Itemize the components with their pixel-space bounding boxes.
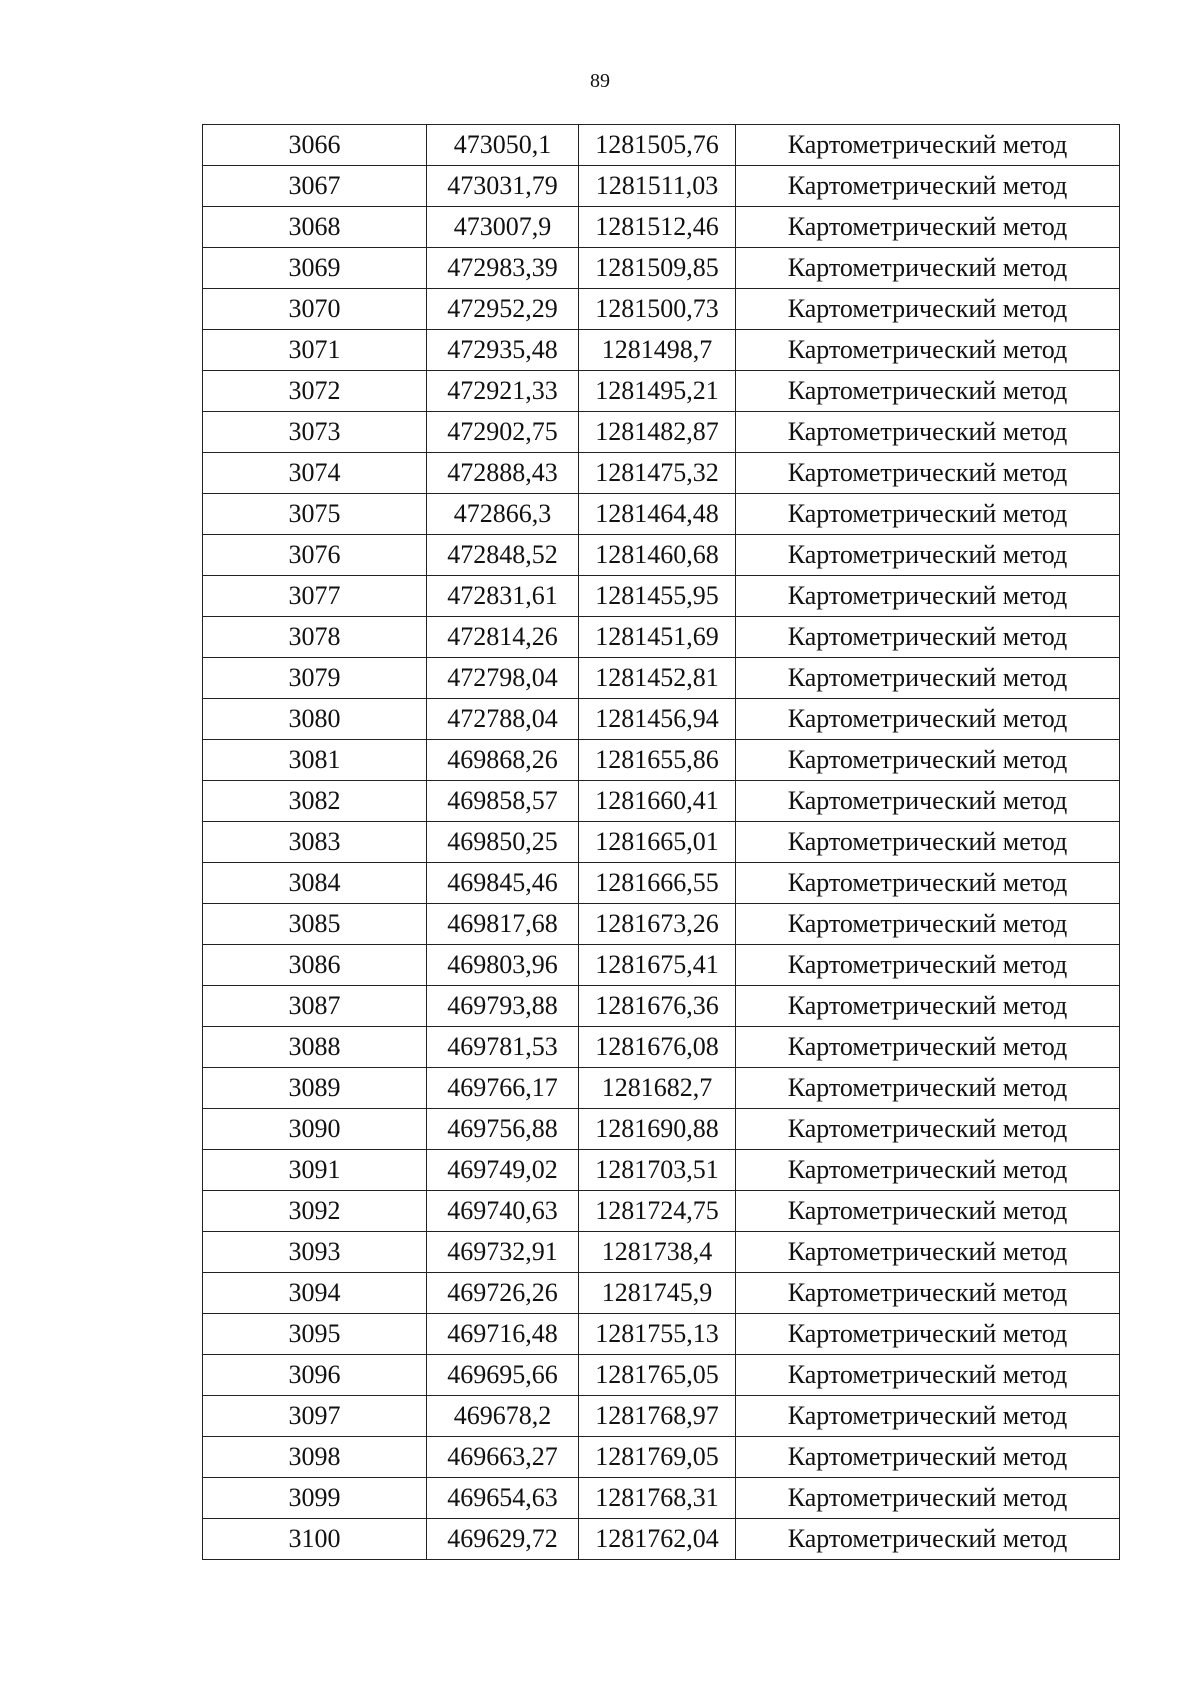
method-cell: Картометрический метод (736, 412, 1120, 453)
y-coordinate-cell: 1281738,4 (579, 1232, 736, 1273)
x-coordinate-cell: 472888,43 (427, 453, 579, 494)
method-cell: Картометрический метод (736, 945, 1120, 986)
x-coordinate-cell: 472831,61 (427, 576, 579, 617)
x-coordinate-cell: 472848,52 (427, 535, 579, 576)
x-coordinate-cell: 469803,96 (427, 945, 579, 986)
table-row (203, 1232, 1120, 1273)
y-coordinate-cell: 1281666,55 (579, 863, 736, 904)
y-coordinate-cell: 1281509,85 (579, 248, 736, 289)
method-cell: Картометрический метод (736, 1068, 1120, 1109)
point-number-cell: 3086 (203, 945, 427, 986)
method-cell: Картометрический метод (736, 166, 1120, 207)
x-coordinate-cell: 472788,04 (427, 699, 579, 740)
point-number-cell: 3080 (203, 699, 427, 740)
table-row (203, 1478, 1120, 1519)
y-coordinate-cell: 1281460,68 (579, 535, 736, 576)
table-row (203, 1027, 1120, 1068)
point-number-cell: 3066 (203, 125, 427, 166)
table-row (203, 1437, 1120, 1478)
method-cell: Картометрический метод (736, 453, 1120, 494)
point-number-cell: 3088 (203, 1027, 427, 1068)
point-number-cell: 3076 (203, 535, 427, 576)
table-row (203, 1355, 1120, 1396)
y-coordinate-cell: 1281745,9 (579, 1273, 736, 1314)
method-cell: Картометрический метод (736, 1273, 1120, 1314)
table-row (203, 1068, 1120, 1109)
table-row (203, 453, 1120, 494)
x-coordinate-cell: 472814,26 (427, 617, 579, 658)
method-cell: Картометрический метод (736, 1478, 1120, 1519)
method-cell: Картометрический метод (736, 822, 1120, 863)
point-number-cell: 3078 (203, 617, 427, 658)
x-coordinate-cell: 469850,25 (427, 822, 579, 863)
point-number-cell: 3083 (203, 822, 427, 863)
table-row (203, 986, 1120, 1027)
x-coordinate-cell: 469726,26 (427, 1273, 579, 1314)
x-coordinate-cell: 472866,3 (427, 494, 579, 535)
method-cell: Картометрический метод (736, 1314, 1120, 1355)
point-number-cell: 3099 (203, 1478, 427, 1519)
x-coordinate-cell: 469766,17 (427, 1068, 579, 1109)
x-coordinate-cell: 469749,02 (427, 1150, 579, 1191)
y-coordinate-cell: 1281724,75 (579, 1191, 736, 1232)
table-row (203, 699, 1120, 740)
y-coordinate-cell: 1281762,04 (579, 1519, 736, 1560)
method-cell: Картометрический метод (736, 576, 1120, 617)
y-coordinate-cell: 1281505,76 (579, 125, 736, 166)
x-coordinate-cell: 473031,79 (427, 166, 579, 207)
method-cell: Картометрический метод (736, 1150, 1120, 1191)
method-cell: Картометрический метод (736, 289, 1120, 330)
y-coordinate-cell: 1281660,41 (579, 781, 736, 822)
point-number-cell: 3068 (203, 207, 427, 248)
point-number-cell: 3079 (203, 658, 427, 699)
coordinates-table (202, 124, 1120, 1560)
y-coordinate-cell: 1281703,51 (579, 1150, 736, 1191)
method-cell: Картометрический метод (736, 1191, 1120, 1232)
y-coordinate-cell: 1281682,7 (579, 1068, 736, 1109)
y-coordinate-cell: 1281769,05 (579, 1437, 736, 1478)
table-row (203, 945, 1120, 986)
x-coordinate-cell: 469716,48 (427, 1314, 579, 1355)
method-cell: Картометрический метод (736, 125, 1120, 166)
y-coordinate-cell: 1281456,94 (579, 699, 736, 740)
x-coordinate-cell: 469868,26 (427, 740, 579, 781)
point-number-cell: 3094 (203, 1273, 427, 1314)
x-coordinate-cell: 473050,1 (427, 125, 579, 166)
y-coordinate-cell: 1281495,21 (579, 371, 736, 412)
y-coordinate-cell: 1281768,31 (579, 1478, 736, 1519)
x-coordinate-cell: 469629,72 (427, 1519, 579, 1560)
y-coordinate-cell: 1281690,88 (579, 1109, 736, 1150)
y-coordinate-cell: 1281512,46 (579, 207, 736, 248)
table-row (203, 576, 1120, 617)
table-row (203, 494, 1120, 535)
method-cell: Картометрический метод (736, 494, 1120, 535)
table-row (203, 125, 1120, 166)
x-coordinate-cell: 469781,53 (427, 1027, 579, 1068)
y-coordinate-cell: 1281464,48 (579, 494, 736, 535)
method-cell: Картометрический метод (736, 535, 1120, 576)
point-number-cell: 3077 (203, 576, 427, 617)
y-coordinate-cell: 1281511,03 (579, 166, 736, 207)
table-row (203, 658, 1120, 699)
x-coordinate-cell: 469740,63 (427, 1191, 579, 1232)
point-number-cell: 3097 (203, 1396, 427, 1437)
table-row (203, 904, 1120, 945)
table-row (203, 822, 1120, 863)
y-coordinate-cell: 1281500,73 (579, 289, 736, 330)
point-number-cell: 3070 (203, 289, 427, 330)
point-number-cell: 3093 (203, 1232, 427, 1273)
x-coordinate-cell: 469845,46 (427, 863, 579, 904)
method-cell: Картометрический метод (736, 863, 1120, 904)
method-cell: Картометрический метод (736, 781, 1120, 822)
method-cell: Картометрический метод (736, 330, 1120, 371)
point-number-cell: 3089 (203, 1068, 427, 1109)
table-row (203, 535, 1120, 576)
y-coordinate-cell: 1281675,41 (579, 945, 736, 986)
point-number-cell: 3081 (203, 740, 427, 781)
point-number-cell: 3085 (203, 904, 427, 945)
coordinates-table-body (203, 125, 1120, 1560)
y-coordinate-cell: 1281676,36 (579, 986, 736, 1027)
point-number-cell: 3082 (203, 781, 427, 822)
x-coordinate-cell: 469695,66 (427, 1355, 579, 1396)
point-number-cell: 3084 (203, 863, 427, 904)
y-coordinate-cell: 1281676,08 (579, 1027, 736, 1068)
point-number-cell: 3100 (203, 1519, 427, 1560)
x-coordinate-cell: 469678,2 (427, 1396, 579, 1437)
point-number-cell: 3069 (203, 248, 427, 289)
method-cell: Картометрический метод (736, 371, 1120, 412)
method-cell: Картометрический метод (736, 740, 1120, 781)
method-cell: Картометрический метод (736, 1355, 1120, 1396)
y-coordinate-cell: 1281475,32 (579, 453, 736, 494)
y-coordinate-cell: 1281755,13 (579, 1314, 736, 1355)
table-row (203, 1519, 1120, 1560)
x-coordinate-cell: 472798,04 (427, 658, 579, 699)
y-coordinate-cell: 1281451,69 (579, 617, 736, 658)
point-number-cell: 3075 (203, 494, 427, 535)
method-cell: Картометрический метод (736, 248, 1120, 289)
x-coordinate-cell: 472952,29 (427, 289, 579, 330)
page-number: 89 (590, 70, 610, 92)
y-coordinate-cell: 1281665,01 (579, 822, 736, 863)
point-number-cell: 3090 (203, 1109, 427, 1150)
point-number-cell: 3073 (203, 412, 427, 453)
table-row (203, 412, 1120, 453)
x-coordinate-cell: 472921,33 (427, 371, 579, 412)
point-number-cell: 3098 (203, 1437, 427, 1478)
table-row (203, 781, 1120, 822)
table-row (203, 617, 1120, 658)
x-coordinate-cell: 472902,75 (427, 412, 579, 453)
table-row (203, 1396, 1120, 1437)
table-row (203, 248, 1120, 289)
method-cell: Картометрический метод (736, 617, 1120, 658)
table-row (203, 863, 1120, 904)
y-coordinate-cell: 1281768,97 (579, 1396, 736, 1437)
method-cell: Картометрический метод (736, 1027, 1120, 1068)
method-cell: Картометрический метод (736, 1396, 1120, 1437)
point-number-cell: 3071 (203, 330, 427, 371)
x-coordinate-cell: 469654,63 (427, 1478, 579, 1519)
point-number-cell: 3087 (203, 986, 427, 1027)
point-number-cell: 3092 (203, 1191, 427, 1232)
y-coordinate-cell: 1281673,26 (579, 904, 736, 945)
table-row (203, 371, 1120, 412)
y-coordinate-cell: 1281498,7 (579, 330, 736, 371)
table-row (203, 330, 1120, 371)
x-coordinate-cell: 469663,27 (427, 1437, 579, 1478)
y-coordinate-cell: 1281655,86 (579, 740, 736, 781)
table-row (203, 1191, 1120, 1232)
y-coordinate-cell: 1281455,95 (579, 576, 736, 617)
x-coordinate-cell: 469756,88 (427, 1109, 579, 1150)
y-coordinate-cell: 1281765,05 (579, 1355, 736, 1396)
method-cell: Картометрический метод (736, 207, 1120, 248)
x-coordinate-cell: 473007,9 (427, 207, 579, 248)
x-coordinate-cell: 472935,48 (427, 330, 579, 371)
method-cell: Картометрический метод (736, 1519, 1120, 1560)
point-number-cell: 3091 (203, 1150, 427, 1191)
method-cell: Картометрический метод (736, 658, 1120, 699)
y-coordinate-cell: 1281452,81 (579, 658, 736, 699)
method-cell: Картометрический метод (736, 1437, 1120, 1478)
point-number-cell: 3067 (203, 166, 427, 207)
y-coordinate-cell: 1281482,87 (579, 412, 736, 453)
table-row (203, 289, 1120, 330)
table-row (203, 1109, 1120, 1150)
table-row (203, 1273, 1120, 1314)
table-row (203, 1314, 1120, 1355)
x-coordinate-cell: 469858,57 (427, 781, 579, 822)
x-coordinate-cell: 469732,91 (427, 1232, 579, 1273)
x-coordinate-cell: 469817,68 (427, 904, 579, 945)
x-coordinate-cell: 472983,39 (427, 248, 579, 289)
point-number-cell: 3095 (203, 1314, 427, 1355)
table-row (203, 207, 1120, 248)
point-number-cell: 3074 (203, 453, 427, 494)
method-cell: Картометрический метод (736, 1232, 1120, 1273)
method-cell: Картометрический метод (736, 904, 1120, 945)
table-row (203, 1150, 1120, 1191)
method-cell: Картометрический метод (736, 699, 1120, 740)
point-number-cell: 3072 (203, 371, 427, 412)
point-number-cell: 3096 (203, 1355, 427, 1396)
method-cell: Картометрический метод (736, 986, 1120, 1027)
table-row (203, 166, 1120, 207)
table-row (203, 740, 1120, 781)
method-cell: Картометрический метод (736, 1109, 1120, 1150)
x-coordinate-cell: 469793,88 (427, 986, 579, 1027)
